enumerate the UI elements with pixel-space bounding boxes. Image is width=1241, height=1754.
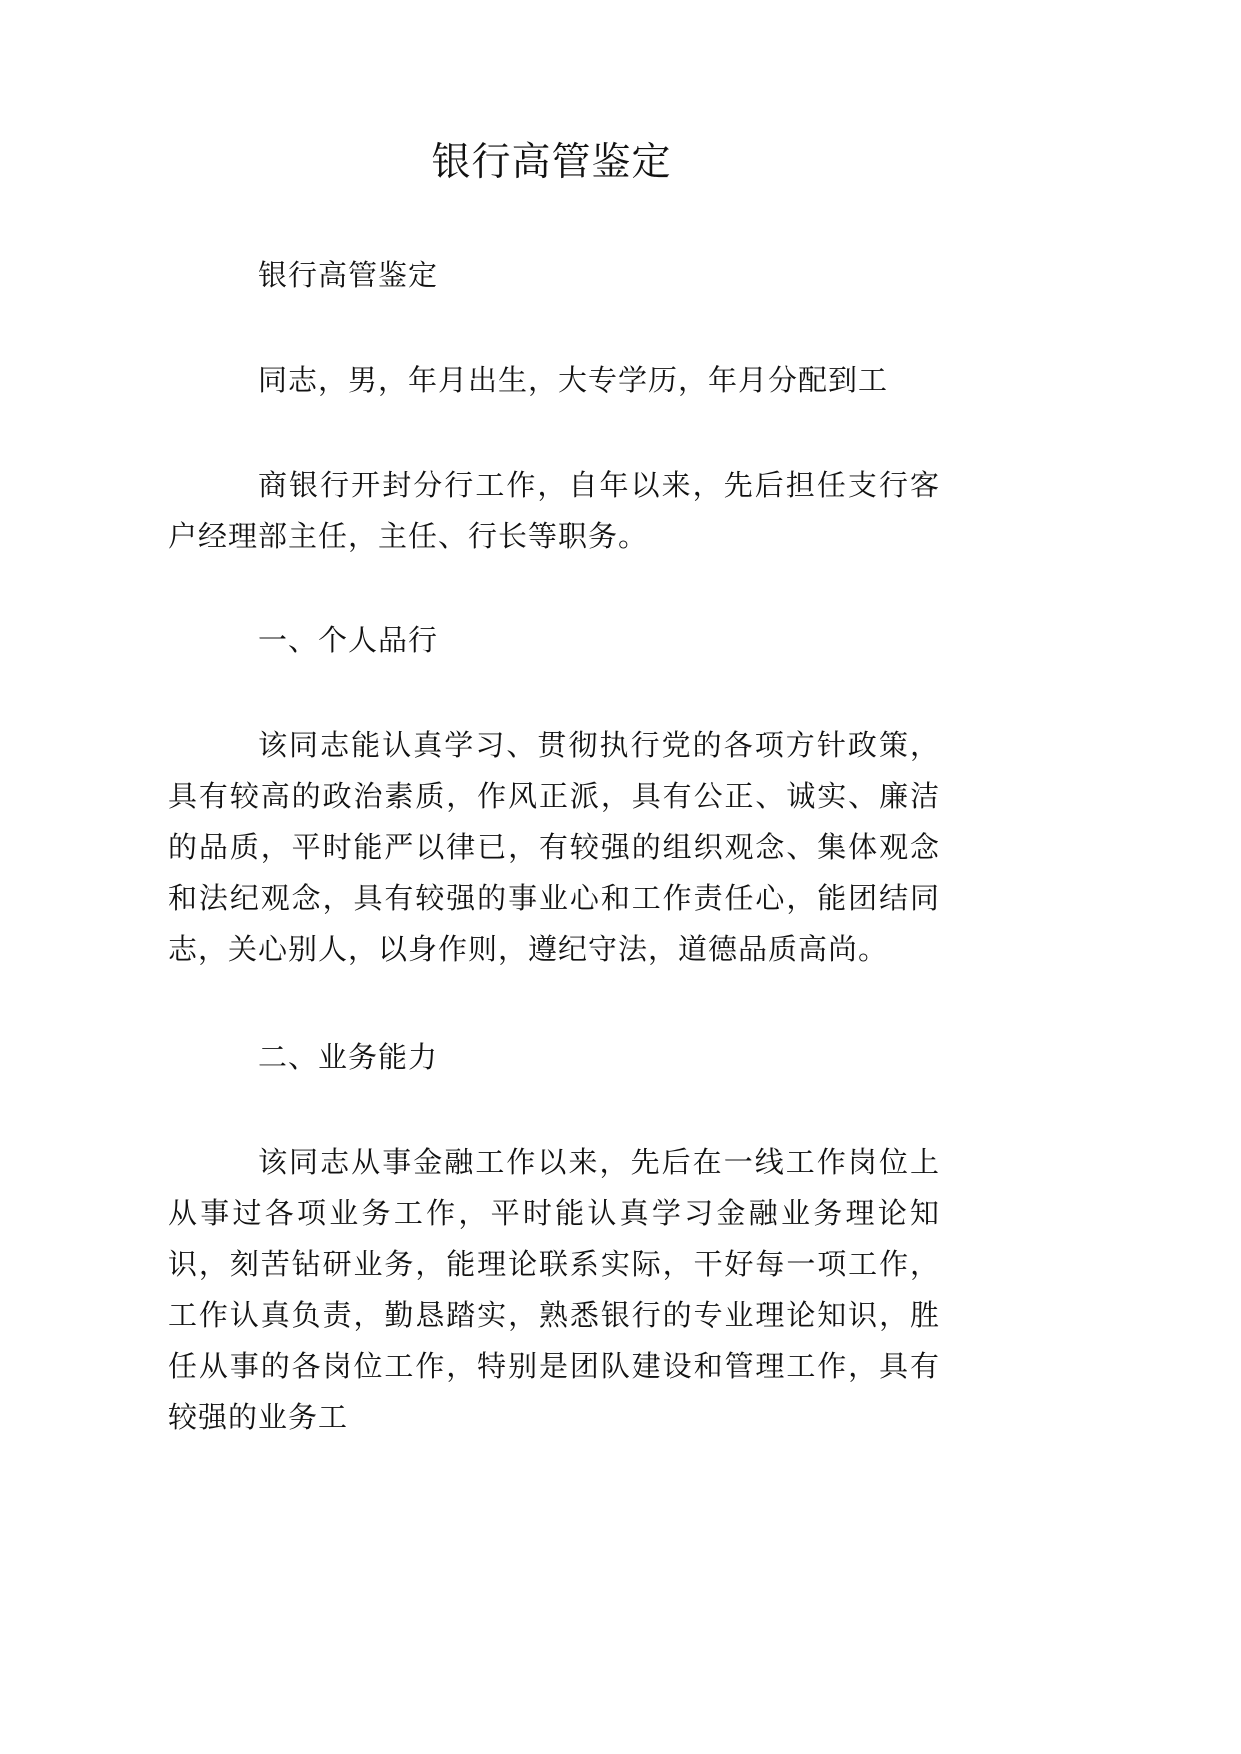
document-subtitle-paragraph: 银行高管鉴定 [258,258,439,292]
career-paragraph: 商银行开封分行工作，自年以来，先后担任支行客户经理部主任，主任、行长等职务。 [168,468,940,553]
intro-paragraph: 同志，男，年月出生，大专学历，年月分配到工 [258,363,889,397]
section-heading-personal-conduct: 一、个人品行 [258,623,439,657]
section-heading-business-ability: 二、业务能力 [258,1040,439,1074]
personal-conduct-paragraph: 该同志能认真学习、贯彻执行党的各项方针政策，具有较高的政治素质，作风正派，具有公正、诚实、廉洁的品质，平时能严以律已，有较强的组织观念、集体观念和法纪观念，具有较强的事业心和工作责任心，能团结同志，关心别人，以身作则，遵纪守法，道德品质高尚。 [168,728,940,966]
document-title: 银行高管鉴定 [431,140,672,185]
business-ability-paragraph: 该同志从事金融工作以来，先后在一线工作岗位上从事过各项业务工作，平时能认真学习金融业务理论知识，刻苦钻研业务，能理论联系实际，干好每一项工作，工作认真负责，勤恳踏实，熟悉银行的专业理论知识，胜任从事的各岗位工作，特别是团队建设和管理工作，具有较强的业务工 [168,1145,940,1434]
